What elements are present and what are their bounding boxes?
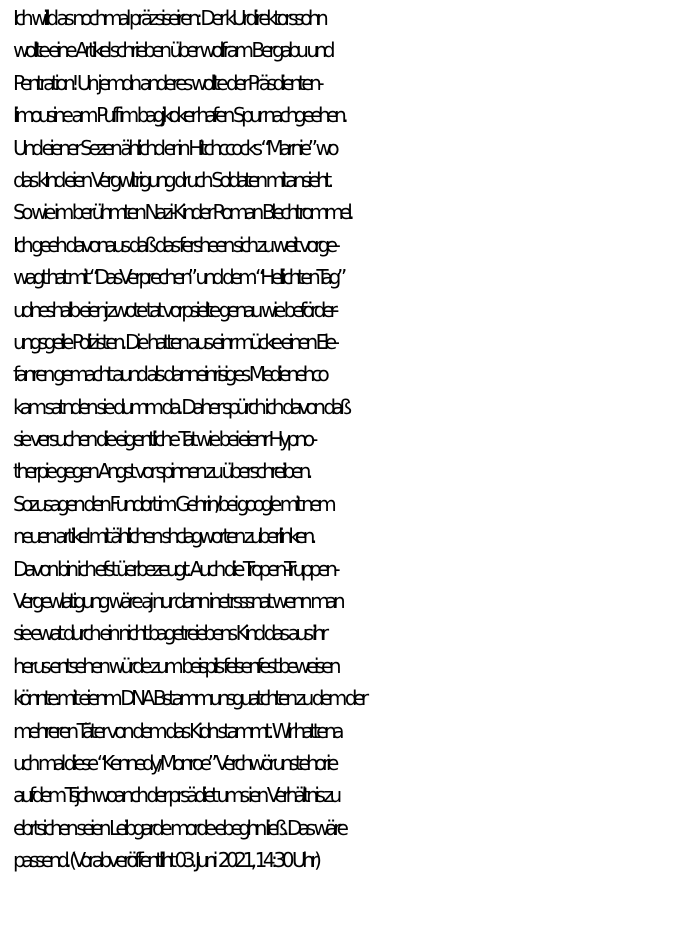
text-line: So wie im berühmten Nazi-Kinder Roman Blechtrommel. bbox=[13, 200, 351, 225]
text-line: könnte.mit eienm DNA Bstammunsguatchten zu dem der bbox=[13, 686, 365, 711]
text-line: Sozusagen den Fundort im Gehrin/bei google mit nem bbox=[13, 491, 333, 516]
text-line: Ich willd as nochmal präzsiseiren: Der kUrdirektorssohn bbox=[13, 6, 325, 30]
document-text bbox=[13, 2, 684, 877]
text-line: kam satnden sie dumm da. Daher spürch ich davon daß bbox=[13, 394, 348, 419]
text-line: Davon bin ich efst üerbezeugt. Auch die Tropen-Truppen- bbox=[13, 556, 337, 581]
text-line: Und eiener Sezen ählichd er in Hitchccocks “Marnie” wo bbox=[13, 135, 336, 160]
text-line: mehreren Täter von dem das Kidn stammt. Wir hattena bbox=[13, 718, 341, 743]
text-line: fanren gemacht aund als danneinrisiges Medienehco bbox=[13, 362, 326, 387]
publication-note-line: passend. (Vorabveröffentliht 03. Juni 2021, 14:30 Uhr) bbox=[13, 848, 318, 873]
text-line: wollte eine Artikel schrieben über wolfram Bergabu und bbox=[13, 38, 332, 63]
text-line: uch mal diese “Kennedy/Monroe” Verchwörunstehorie bbox=[13, 750, 335, 775]
text-line: limousine am Puff im bagjkoker hafen Spur nachgeehen. bbox=[13, 103, 345, 128]
text-line: aufdem Tsjcih woanch der prsädiet ums ien Verhältnis zu bbox=[13, 783, 338, 808]
text-line: wagt hat mit “DasVerprechen” und dem “HellichtenTag” bbox=[13, 265, 343, 290]
text-line: das kInd eien Vergwltrigung druch Soldaten mitansieht. bbox=[13, 167, 330, 192]
text-line: sie ewat durch ein nicht bagetreiebens Kind das aus ihr bbox=[13, 621, 325, 646]
text-line: udneshalb eienj zwote tat vorpsielte genau wie beförder- bbox=[13, 297, 335, 322]
text-line: ebrtsichen seien Leibgarde morde ebeghn ließ. Das wäre bbox=[13, 815, 345, 840]
text-line: therpie gegen Angst vor spinnen zu überschreiben. bbox=[13, 459, 309, 484]
text-line: Ich geeh davonaus daß das fersheen sich zu weit vorge- bbox=[13, 232, 337, 257]
text-line: ungsgeile Polizisten. Die hatten aus einr mücke einen Ele- bbox=[13, 329, 336, 354]
text-line: sie versuchen die eigentliche Tat wie bei eienr Hypno- bbox=[13, 427, 314, 452]
text-line: neuen artikel mit ählichen shclagworten zuberlinken. bbox=[13, 524, 313, 549]
text-line: Pentration! Un jemdn anderes wollte der Präsdienten- bbox=[13, 70, 321, 95]
text-line: herus entsehen würde zum beispils felsenfest beweisen bbox=[13, 653, 338, 678]
text-line: Vergewlatigung wäre aj nur dann inetrsssnat wenn man bbox=[13, 589, 342, 614]
